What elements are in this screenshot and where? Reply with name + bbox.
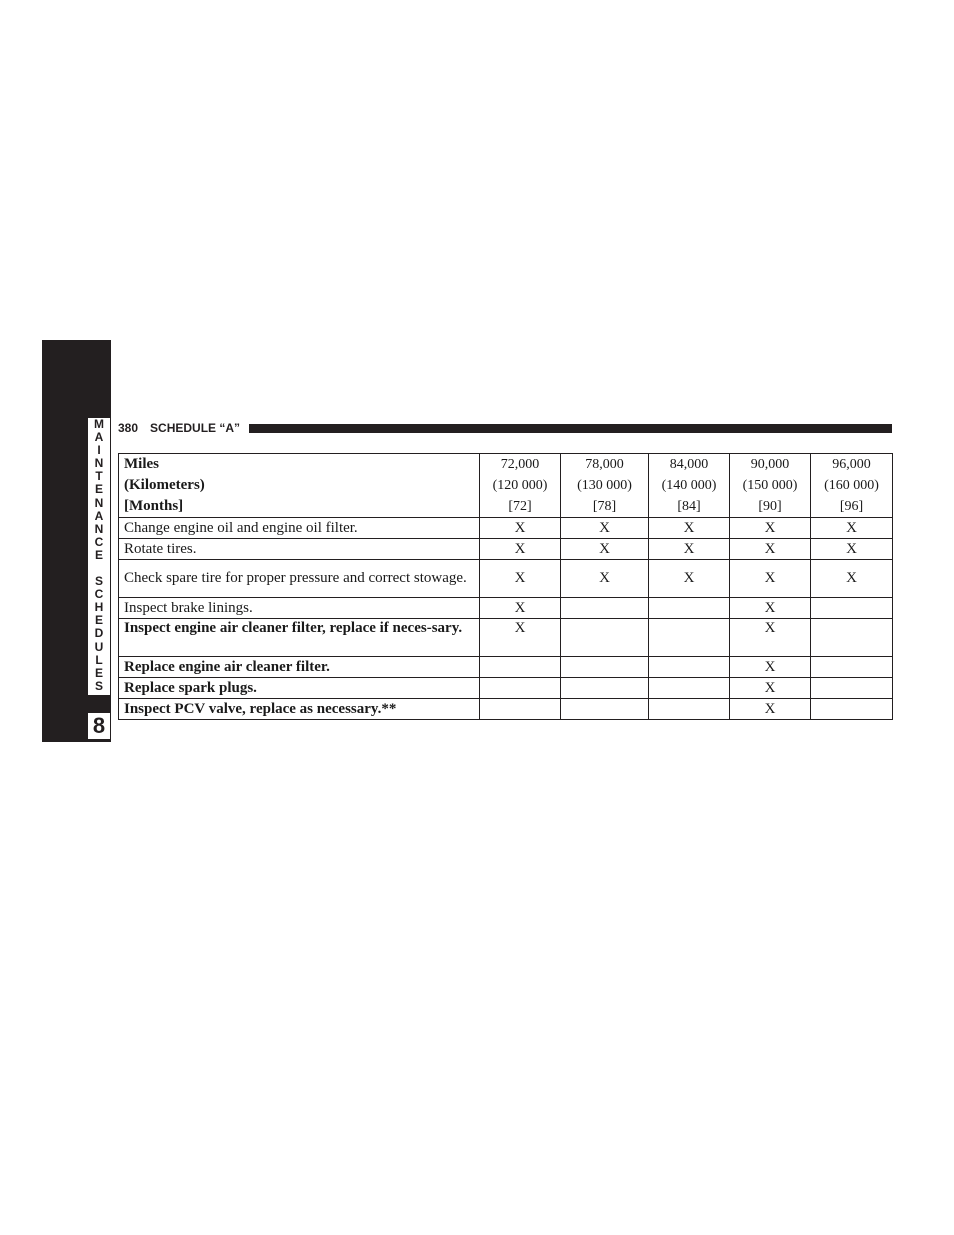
mark-cell: X	[730, 657, 811, 678]
mark-cell: X	[730, 619, 811, 657]
mark-cell: X	[649, 560, 730, 598]
service-cell: Check spare tire for proper pressure and correct stowage.	[119, 560, 480, 598]
section-letter: N	[94, 521, 104, 536]
interval-months: [78]	[592, 499, 617, 514]
mark-cell	[649, 598, 730, 619]
interval-months: [96]	[839, 499, 864, 514]
interval-miles: 72,000	[500, 457, 540, 472]
section-letter: E	[94, 547, 103, 562]
mark-cell	[561, 598, 649, 619]
mark-cell	[561, 619, 649, 657]
mark-cell	[649, 619, 730, 657]
interval-km: (130 000)	[577, 478, 632, 493]
section-letter: S	[94, 678, 103, 693]
interval-header	[480, 454, 561, 518]
interval-months: [72]	[508, 499, 532, 514]
service-cell: Replace engine air cleaner filter.	[119, 657, 480, 678]
mark-cell: X	[480, 619, 561, 657]
mark-cell: X	[561, 539, 649, 560]
maintenance-schedule-table	[118, 453, 893, 720]
service-cell: Inspect PCV valve, replace as necessary.**	[119, 699, 480, 720]
header-label: [Months]	[124, 498, 184, 514]
mark-cell: X	[730, 678, 811, 699]
mark-cell: X	[730, 699, 811, 720]
section-letter: C	[94, 587, 104, 602]
section-letter: T	[95, 469, 103, 484]
mark-cell	[561, 699, 649, 720]
service-cell: Change engine oil and engine oil filter.	[119, 518, 480, 539]
interval-km: (140 000)	[661, 478, 717, 493]
header-label: Miles	[124, 456, 159, 472]
mark-cell: X	[730, 518, 811, 539]
mark-cell	[811, 657, 893, 678]
interval-miles: 96,000	[832, 457, 871, 472]
table-row	[119, 539, 893, 560]
section-letter: D	[94, 626, 104, 641]
mark-cell	[811, 699, 893, 720]
interval-km: (120 000)	[492, 478, 548, 493]
interval-months: [84]	[677, 499, 701, 514]
mark-cell	[811, 619, 893, 657]
table-row	[119, 619, 893, 657]
page-header	[118, 419, 892, 437]
header-rule	[249, 424, 892, 433]
service-cell: Rotate tires.	[119, 539, 480, 560]
section-letter: U	[94, 639, 104, 654]
table-row	[119, 678, 893, 699]
mark-cell: X	[649, 539, 730, 560]
section-letter: E	[94, 482, 103, 497]
header-label-cell	[119, 454, 480, 518]
mark-cell: X	[480, 518, 561, 539]
section-letter: N	[94, 456, 104, 471]
mark-cell: X	[811, 518, 893, 539]
section-letter: S	[94, 574, 103, 589]
interval-header	[730, 454, 811, 518]
mark-cell	[561, 657, 649, 678]
section-letter: C	[94, 534, 104, 549]
mark-cell: X	[561, 518, 649, 539]
page-number: 380	[118, 421, 139, 435]
section-letter: M	[94, 417, 104, 431]
interval-km: (150 000)	[742, 478, 798, 493]
mark-cell	[480, 678, 561, 699]
interval-miles: 84,000	[669, 457, 709, 472]
interval-header	[649, 454, 730, 518]
header-label: (Kilometers)	[124, 477, 205, 493]
section-letter: N	[94, 495, 104, 510]
section-tab-label	[88, 418, 110, 695]
table-row	[119, 657, 893, 678]
section-letter: L	[95, 652, 103, 667]
mark-cell: X	[730, 539, 811, 560]
table-row	[119, 699, 893, 720]
interval-km: (160 000)	[824, 478, 879, 493]
section-letter: H	[94, 600, 104, 615]
mark-cell: X	[480, 560, 561, 598]
service-cell: Replace spark plugs.	[119, 678, 480, 699]
table-row	[119, 560, 893, 598]
mark-cell	[811, 678, 893, 699]
mark-cell	[480, 657, 561, 678]
section-letter: A	[94, 508, 104, 523]
mark-cell	[811, 598, 893, 619]
section-letter: E	[94, 613, 103, 628]
mark-cell: X	[561, 560, 649, 598]
mark-cell	[649, 657, 730, 678]
section-number: 8	[88, 713, 110, 739]
mark-cell: X	[811, 560, 893, 598]
table-header-row	[119, 454, 893, 518]
page-title: SCHEDULE “A”	[150, 421, 241, 435]
mark-cell: X	[480, 539, 561, 560]
section-letter: E	[94, 665, 103, 680]
mark-cell	[561, 678, 649, 699]
mark-cell: X	[480, 598, 561, 619]
interval-miles: 90,000	[750, 457, 790, 472]
interval-header	[561, 454, 649, 518]
mark-cell: X	[649, 518, 730, 539]
mark-cell	[649, 699, 730, 720]
mark-cell	[649, 678, 730, 699]
table-row	[119, 518, 893, 539]
section-letter: I	[97, 443, 101, 458]
service-cell: Inspect brake linings.	[119, 598, 480, 619]
mark-cell: X	[730, 598, 811, 619]
mark-cell	[480, 699, 561, 720]
mark-cell: X	[811, 539, 893, 560]
service-cell: Inspect engine air cleaner filter, replace if neces-sary.	[119, 619, 480, 657]
interval-header	[811, 454, 893, 518]
section-letter: A	[94, 430, 104, 445]
mark-cell: X	[730, 560, 811, 598]
table-row	[119, 598, 893, 619]
interval-months: [90]	[758, 499, 782, 514]
interval-miles: 78,000	[585, 457, 624, 472]
